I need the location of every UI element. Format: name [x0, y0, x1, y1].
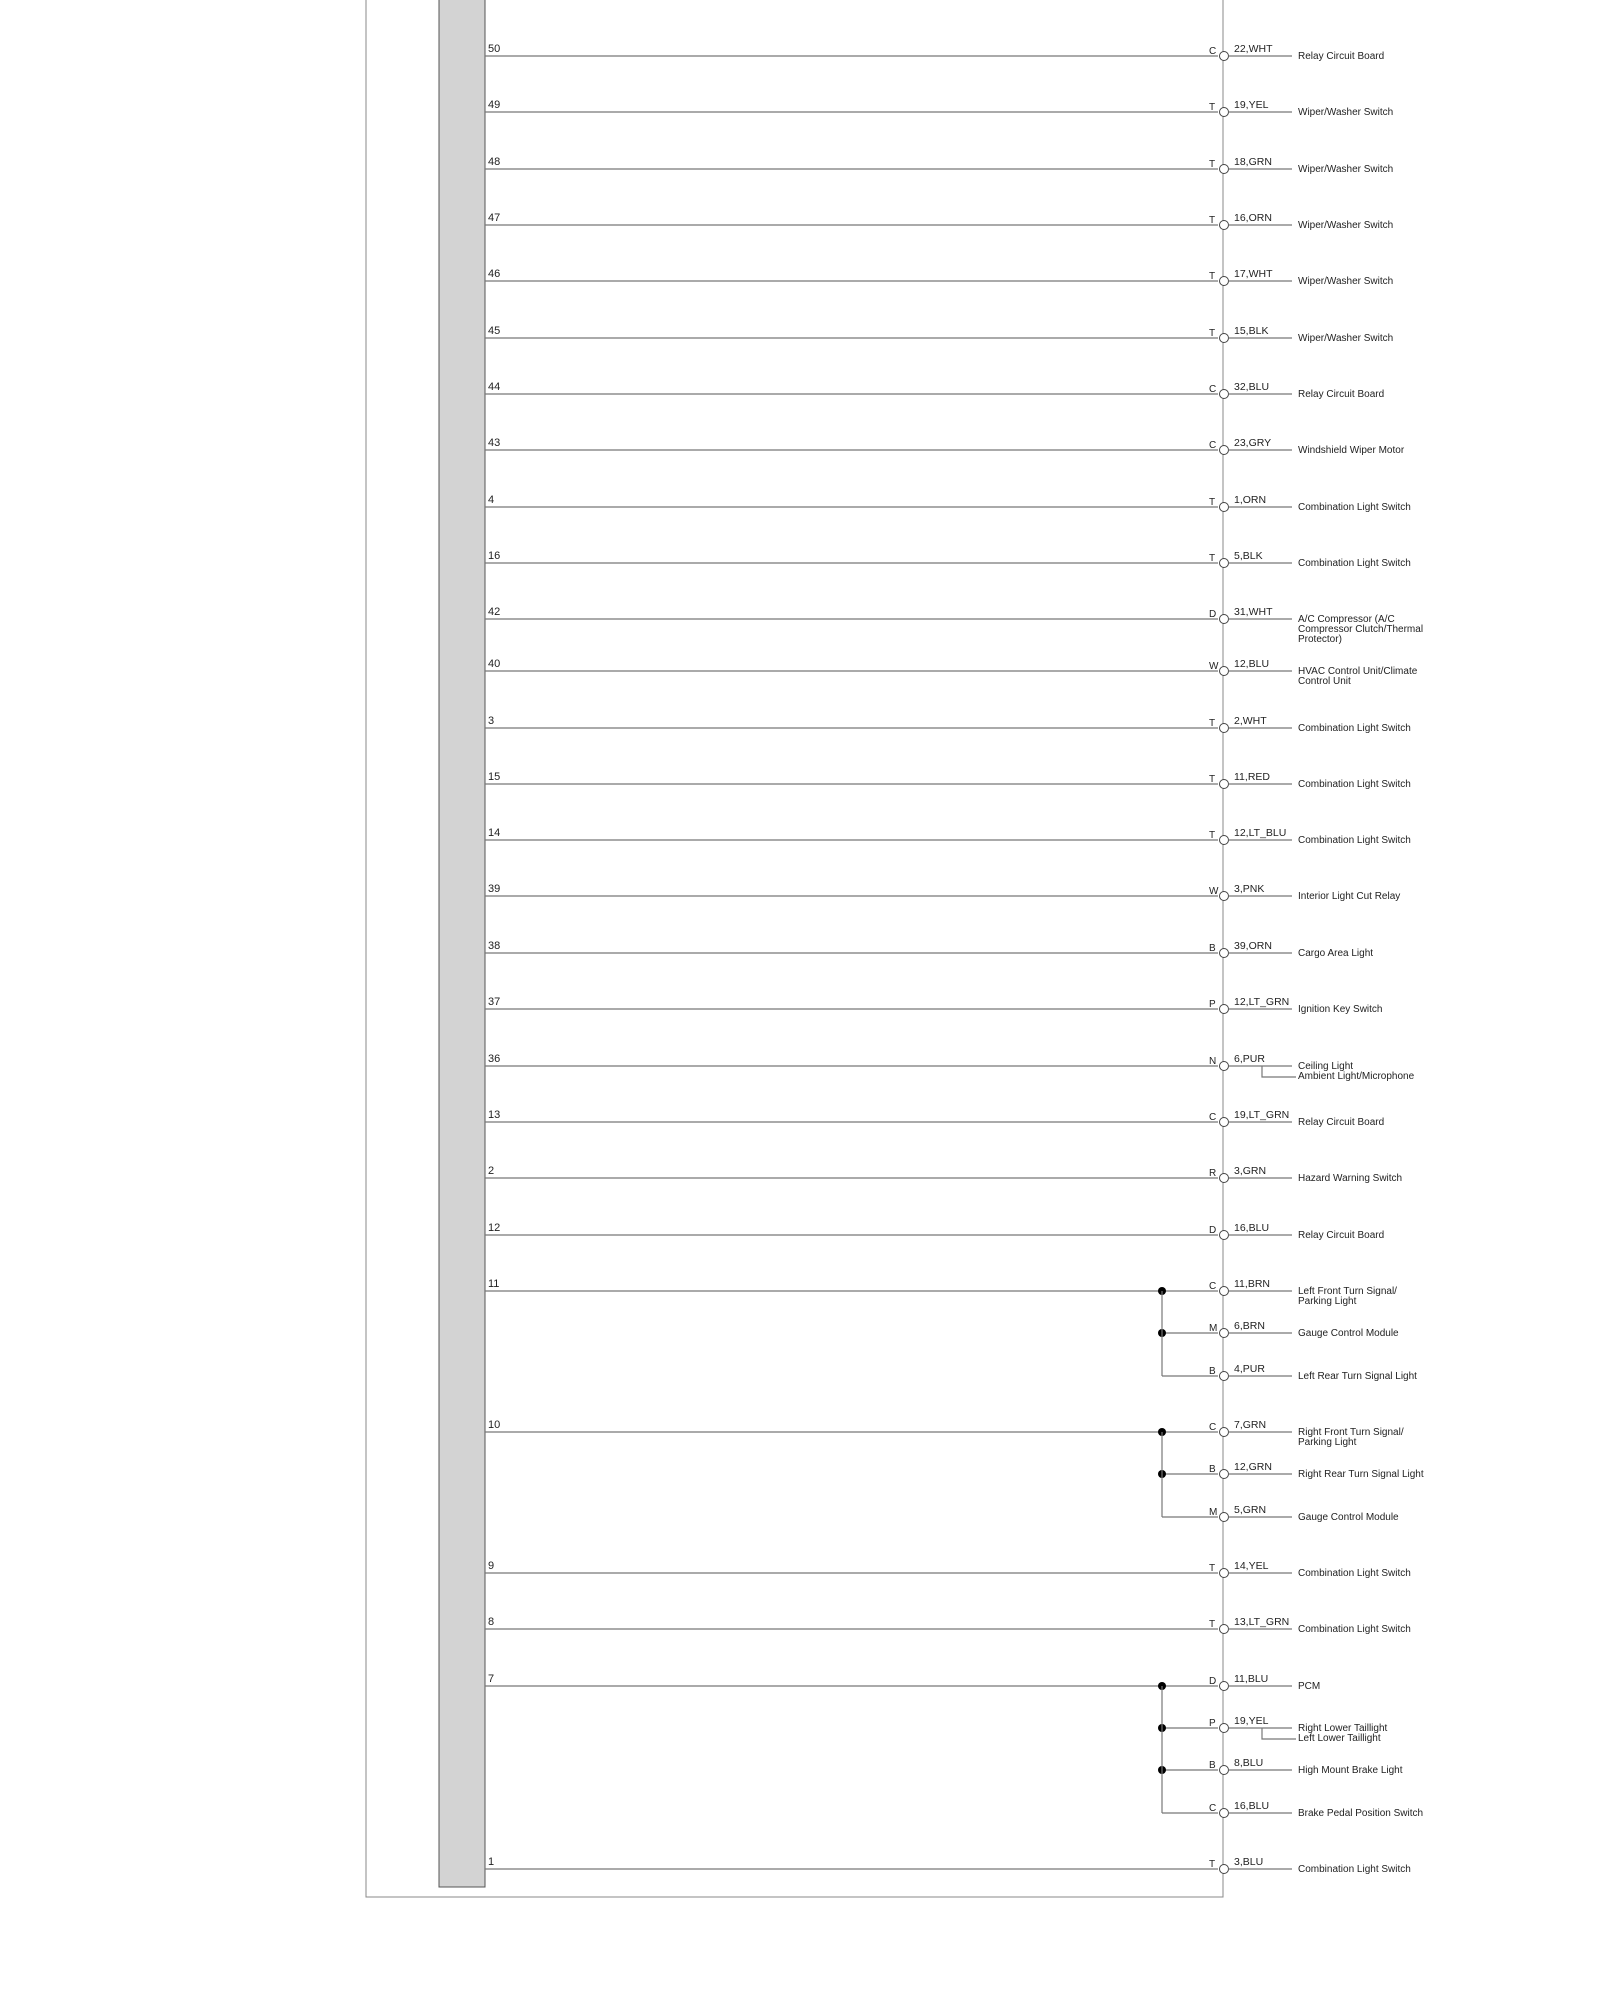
cavity-letter: T — [1209, 215, 1216, 226]
wire-spec: 16,BLU — [1234, 1222, 1270, 1234]
wire-row — [485, 1856, 1411, 1875]
terminal-pin — [1220, 165, 1229, 174]
destination-label: Right Rear Turn Signal Light — [1298, 1469, 1424, 1480]
terminal-pin — [1220, 221, 1229, 230]
wire-row — [1158, 1715, 1388, 1744]
cavity-letter: D — [1209, 1225, 1217, 1236]
terminal-pin — [1220, 1513, 1229, 1522]
terminal-pin — [1220, 1865, 1229, 1874]
pin-number: 15 — [488, 771, 501, 783]
wire-row — [1158, 1461, 1424, 1480]
wire-spec: 11,RED — [1234, 771, 1270, 783]
cavity-letter: C — [1209, 1803, 1217, 1814]
destination-label: Relay Circuit Board — [1298, 51, 1385, 62]
terminal-pin — [1220, 1231, 1229, 1240]
cavity-letter: T — [1209, 328, 1216, 339]
terminal-pin — [1220, 1062, 1229, 1071]
wire-row — [485, 715, 1411, 734]
wire-spec: 11,BLU — [1234, 1673, 1269, 1685]
wire-row — [485, 1616, 1411, 1635]
terminal-pin — [1220, 390, 1229, 399]
wire-spec: 5,BLK — [1234, 550, 1263, 562]
cavity-letter: C — [1209, 1281, 1217, 1292]
destination-label: Combination Light Switch — [1298, 835, 1411, 846]
cavity-letter: T — [1209, 830, 1216, 841]
destination-label: Combination Light Switch — [1298, 502, 1411, 513]
wire-spec: 18,GRN — [1234, 156, 1272, 168]
cavity-letter: N — [1209, 1056, 1217, 1067]
destination-label: Combination Light Switch — [1298, 1864, 1411, 1875]
cavity-letter: B — [1209, 943, 1216, 954]
terminal-pin — [1220, 1118, 1229, 1127]
wire-spec: 7,GRN — [1234, 1419, 1267, 1431]
cavity-letter: T — [1209, 1859, 1216, 1870]
cavity-letter: B — [1209, 1366, 1216, 1377]
terminal-pin — [1220, 503, 1229, 512]
wire-row — [1162, 1363, 1417, 1382]
destination-label: Wiper/Washer Switch — [1298, 164, 1394, 175]
cavity-letter: C — [1209, 384, 1217, 395]
pin-number: 37 — [488, 996, 501, 1008]
destination-label: Parking Light — [1298, 1296, 1357, 1307]
wire-row — [485, 1560, 1411, 1579]
destination-label: Windshield Wiper Motor — [1298, 445, 1405, 456]
cavity-letter: C — [1209, 1422, 1217, 1433]
wire-spec: 14,YEL — [1234, 1560, 1269, 1572]
pin-number: 47 — [488, 212, 501, 224]
destination-label: Ignition Key Switch — [1298, 1004, 1383, 1015]
destination-label: Relay Circuit Board — [1298, 389, 1385, 400]
pin-number: 13 — [488, 1109, 501, 1121]
wire-spec: 12,LT_GRN — [1234, 996, 1290, 1008]
cavity-letter: D — [1209, 1676, 1217, 1687]
wire-spec: 3,BLU — [1234, 1856, 1264, 1868]
terminal-pin — [1220, 615, 1229, 624]
cavity-letter: P — [1209, 1718, 1216, 1729]
wire-row — [485, 1053, 1415, 1082]
terminal-pin — [1220, 1682, 1229, 1691]
wire-row — [485, 996, 1383, 1015]
destination-label: Brake Pedal Position Switch — [1298, 1808, 1424, 1819]
wire-row — [485, 156, 1393, 175]
pin-number: 42 — [488, 606, 501, 618]
wire-spec: 22,WHT — [1234, 43, 1273, 55]
destination-label: Combination Light Switch — [1298, 779, 1411, 790]
cavity-letter: T — [1209, 553, 1216, 564]
wire-spec: 3,PNK — [1234, 883, 1265, 895]
cavity-letter: B — [1209, 1760, 1216, 1771]
pin-number: 1 — [488, 1856, 495, 1868]
destination-label: Ceiling Light — [1298, 1061, 1354, 1072]
destination-label: Cargo Area Light — [1298, 948, 1374, 959]
wire-row — [485, 437, 1405, 456]
pin-number: 8 — [488, 1616, 495, 1628]
pin-number: 2 — [488, 1165, 495, 1177]
wire-spec: 12,BLU — [1234, 658, 1270, 670]
destination-label: High Mount Brake Light — [1298, 1765, 1403, 1776]
terminal-pin — [1220, 1329, 1229, 1338]
wire-row — [485, 771, 1411, 790]
wire-row — [485, 827, 1411, 846]
destination-label: Wiper/Washer Switch — [1298, 220, 1394, 231]
wire-spec: 8,BLU — [1234, 1757, 1264, 1769]
destination-label: A/C Compressor (A/C — [1298, 614, 1395, 625]
cavity-letter: T — [1209, 102, 1216, 113]
wire-spec: 5,GRN — [1234, 1504, 1267, 1516]
destination-label: Combination Light Switch — [1298, 558, 1411, 569]
destination-label: Left Rear Turn Signal Light — [1298, 1371, 1417, 1382]
wire-row — [485, 658, 1418, 687]
pin-number: 4 — [488, 494, 495, 506]
cavity-letter: T — [1209, 159, 1216, 170]
pin-number: 14 — [488, 827, 501, 839]
wire-spec: 13,LT_GRN — [1234, 1616, 1290, 1628]
terminal-pin — [1220, 892, 1229, 901]
wire-row — [485, 550, 1411, 569]
wire-row — [485, 1109, 1384, 1128]
destination-label: Gauge Control Module — [1298, 1328, 1399, 1339]
cavity-letter: T — [1209, 1619, 1216, 1630]
destination-label: Control Unit — [1298, 676, 1351, 687]
wire-row — [485, 43, 1384, 62]
destination-label: Relay Circuit Board — [1298, 1230, 1385, 1241]
pin-number: 16 — [488, 550, 501, 562]
pin-number: 46 — [488, 268, 501, 280]
pin-number: 48 — [488, 156, 501, 168]
wire-spec: 2,WHT — [1234, 715, 1267, 727]
destination-label: Hazard Warning Switch — [1298, 1173, 1403, 1184]
destination-label: Wiper/Washer Switch — [1298, 276, 1394, 287]
fork-line — [1262, 1066, 1296, 1077]
pin-number: 12 — [488, 1222, 501, 1234]
wire-row — [485, 1278, 1397, 1307]
terminal-pin — [1220, 1809, 1229, 1818]
terminal-pin — [1220, 108, 1229, 117]
wire-spec: 19,YEL — [1234, 1715, 1269, 1727]
wire-spec: 12,LT_BLU — [1234, 827, 1287, 839]
terminal-pin — [1220, 1428, 1229, 1437]
cavity-letter: W — [1209, 661, 1219, 672]
wire-spec: 16,ORN — [1234, 212, 1272, 224]
destination-label: Relay Circuit Board — [1298, 1117, 1385, 1128]
pin-number: 10 — [488, 1419, 501, 1431]
destination-label: Right Front Turn Signal/ — [1298, 1427, 1404, 1438]
wire-row — [1158, 1757, 1403, 1776]
destination-label: Wiper/Washer Switch — [1298, 333, 1394, 344]
destination-label: Left Front Turn Signal/ — [1298, 1286, 1397, 1297]
fork-line — [1262, 1728, 1296, 1739]
cavity-letter: B — [1209, 1464, 1216, 1475]
wire-row — [485, 606, 1423, 645]
cavity-letter: M — [1209, 1507, 1218, 1518]
cavity-letter: C — [1209, 1112, 1217, 1123]
terminal-pin — [1220, 836, 1229, 845]
wire-rows — [485, 43, 1424, 1875]
cavity-letter: C — [1209, 46, 1217, 57]
cavity-letter: C — [1209, 440, 1217, 451]
terminal-pin — [1220, 1287, 1229, 1296]
wire-row — [485, 1673, 1320, 1692]
destination-label: Ambient Light/Microphone — [1298, 1071, 1415, 1082]
wire-row — [485, 325, 1393, 344]
wire-spec: 32,BLU — [1234, 381, 1270, 393]
terminal-pin — [1220, 334, 1229, 343]
wire-row — [485, 1222, 1384, 1241]
pin-number: 45 — [488, 325, 501, 337]
wire-spec: 3,GRN — [1234, 1165, 1267, 1177]
pin-number: 40 — [488, 658, 501, 670]
wire-spec: 19,YEL — [1234, 99, 1269, 111]
wire-row — [485, 381, 1384, 400]
destination-label: HVAC Control Unit/Climate — [1298, 666, 1418, 677]
wire-spec: 15,BLK — [1234, 325, 1269, 337]
pin-number: 3 — [488, 715, 495, 727]
wire-row — [1162, 1800, 1423, 1819]
wire-row — [485, 494, 1411, 513]
terminal-pin — [1220, 667, 1229, 676]
cavity-letter: T — [1209, 1563, 1216, 1574]
cavity-letter: M — [1209, 1323, 1218, 1334]
terminal-pin — [1220, 446, 1229, 455]
pin-number: 9 — [488, 1560, 495, 1572]
wire-row — [485, 1165, 1402, 1184]
pin-number: 38 — [488, 940, 501, 952]
terminal-pin — [1220, 1569, 1229, 1578]
wire-spec: 39,ORN — [1234, 940, 1272, 952]
wire-spec: 12,GRN — [1234, 1461, 1272, 1473]
terminal-pin — [1220, 1174, 1229, 1183]
terminal-pin — [1220, 1724, 1229, 1733]
destination-label: PCM — [1298, 1681, 1321, 1692]
cavity-letter: T — [1209, 774, 1216, 785]
destination-label: Compressor Clutch/Thermal — [1298, 624, 1424, 635]
terminal-pin — [1220, 1005, 1229, 1014]
cavity-letter: W — [1209, 886, 1219, 897]
wire-row — [485, 883, 1400, 902]
wire-spec: 19,LT_GRN — [1234, 1109, 1290, 1121]
pin-number: 49 — [488, 99, 501, 111]
terminal-pin — [1220, 1625, 1229, 1634]
terminal-pin — [1220, 1470, 1229, 1479]
connector-block — [439, 0, 485, 1887]
destination-label: Wiper/Washer Switch — [1298, 107, 1394, 118]
destination-label: Gauge Control Module — [1298, 1512, 1399, 1523]
cavity-letter: T — [1209, 718, 1216, 729]
destination-label: Parking Light — [1298, 1437, 1357, 1448]
cavity-letter: D — [1209, 609, 1217, 620]
destination-label: Interior Light Cut Relay — [1298, 891, 1401, 902]
wire-spec: 16,BLU — [1234, 1800, 1270, 1812]
terminal-pin — [1220, 52, 1229, 61]
cavity-letter: T — [1209, 271, 1216, 282]
destination-label: Protector) — [1298, 634, 1342, 645]
pin-number: 43 — [488, 437, 501, 449]
terminal-pin — [1220, 949, 1229, 958]
pin-number: 7 — [488, 1673, 495, 1685]
cavity-letter: P — [1209, 999, 1216, 1010]
wire-spec: 6,BRN — [1234, 1320, 1265, 1332]
wire-row — [485, 1419, 1404, 1448]
destination-label: Right Lower Taillight — [1298, 1723, 1388, 1734]
wire-row — [1158, 1320, 1399, 1339]
terminal-pin — [1220, 780, 1229, 789]
wire-spec: 17,WHT — [1234, 268, 1273, 280]
wire-spec: 6,PUR — [1234, 1053, 1265, 1065]
terminal-pin — [1220, 1372, 1229, 1381]
destination-label: Combination Light Switch — [1298, 1624, 1411, 1635]
wire-row — [485, 99, 1393, 118]
cavity-letter: T — [1209, 497, 1216, 508]
destination-label: Left Lower Taillight — [1298, 1733, 1381, 1744]
pin-number: 44 — [488, 381, 501, 393]
pin-number: 50 — [488, 43, 501, 55]
terminal-pin — [1220, 277, 1229, 286]
wire-row — [485, 268, 1393, 287]
wire-spec: 23,GRY — [1234, 437, 1272, 449]
wire-spec: 31,WHT — [1234, 606, 1273, 618]
pin-number: 11 — [488, 1278, 500, 1290]
wire-row — [485, 940, 1373, 959]
cavity-letter: R — [1209, 1168, 1217, 1179]
terminal-pin — [1220, 559, 1229, 568]
pin-number: 39 — [488, 883, 501, 895]
terminal-pin — [1220, 724, 1229, 733]
wire-spec: 1,ORN — [1234, 494, 1267, 506]
terminal-pin — [1220, 1766, 1229, 1775]
wire-row — [1162, 1504, 1399, 1523]
wire-spec: 11,BRN — [1234, 1278, 1270, 1290]
wire-spec: 4,PUR — [1234, 1363, 1265, 1375]
pin-number: 36 — [488, 1053, 501, 1065]
wire-row — [485, 212, 1393, 231]
destination-label: Combination Light Switch — [1298, 1568, 1411, 1579]
destination-label: Combination Light Switch — [1298, 723, 1411, 734]
